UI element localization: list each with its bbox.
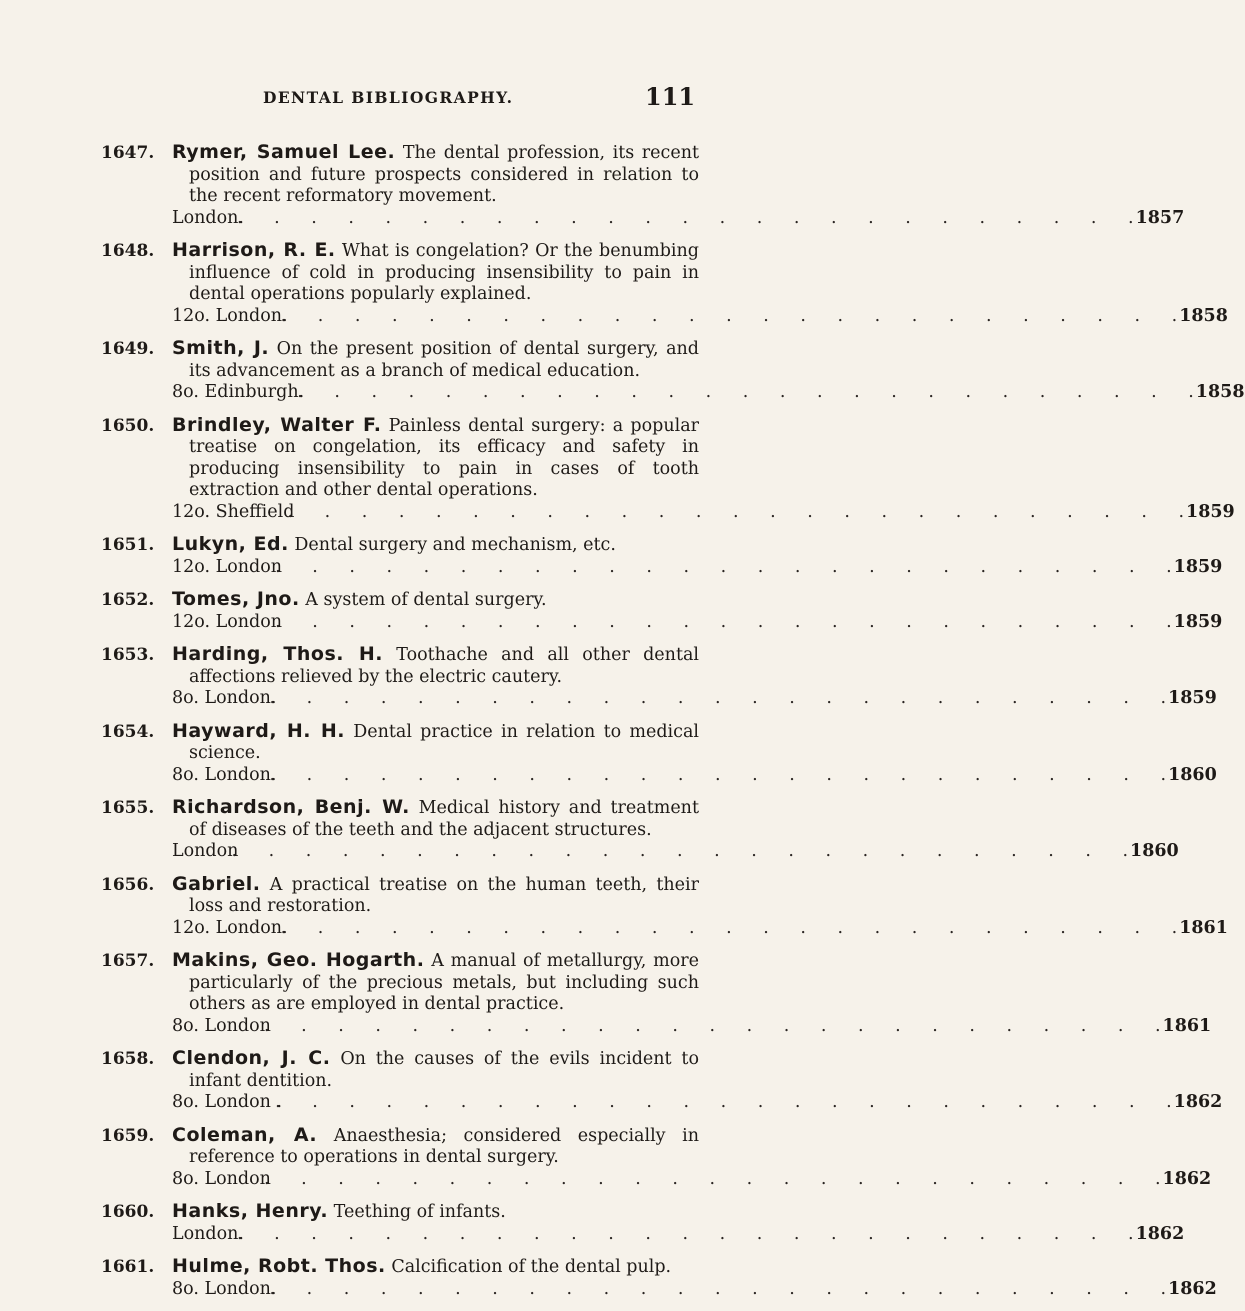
entry-author: Tomes, Jno. [172,588,300,610]
bibliography-entry [0,796,1179,863]
entry-imprint-line [172,1015,1212,1038]
entry-title: What is congelation? Or the benumbing influence of cold in producing insensibility to pain in dental operations popularly explained. [189,241,699,304]
dot-leader: . . . . . . . . . . . . . . . . . . . . . . . . . [231,841,1142,861]
entry-year: 1862 [1173,1092,1223,1112]
entry-imprint: 12o. London. [172,917,288,938]
entry-year: 1862 [1168,1278,1217,1299]
entry-text [172,949,1212,1037]
dot-leader: . . . . . . . . . . . . . . . . . . . . . . . . . [237,1223,1147,1244]
dot-leader: . . . . . . . . . . . . . . . . . . . . . . . . . [269,688,1180,708]
entry-author: Hayward, H. H. [172,719,345,742]
entry-number: 1652. [101,590,155,610]
entry-author: Richardson, Benj. W. [172,796,410,818]
entry-number: 1655. [101,798,155,818]
entry-imprint-line [172,382,1245,404]
entry-text [172,533,1223,578]
entry-text [172,1255,1217,1300]
entry-imprint: 8o. London. [172,1278,277,1299]
entry-title: Medical history and treatment of diseases of the teeth and the adjacent structures. [189,798,699,840]
dot-leader: . . . . . . . . . . . . . . . . . . . . . . . . . [287,501,1198,522]
entry-text [172,1200,1185,1245]
dot-leader: . . . . . . . . . . . . . . . . . . . . . . . . . [263,1015,1174,1036]
dot-leader: . . . . . . . . . . . . . . . . . . . . . . . . . [275,556,1185,577]
entry-title: The dental profession, its recent position and future prospects considered in relation to the recent reformatory movement. [189,143,699,206]
entry-title: On the causes of the evils incident to infant dentition. [189,1049,699,1091]
entry-imprint-line [172,611,1223,634]
entry-imprint: 8o. London. [172,764,277,785]
entry-number: 1651. [101,535,155,555]
entry-title: Toothache and all other dental affections relieved by the electric cautery. [189,645,700,687]
entry-title: Dental practice in relation to medical science. [189,721,699,763]
entry-number: 1661. [101,1257,155,1277]
entry-title: On the present position of dental surgery, and its advancement as a branch of medical education. [189,339,699,381]
entry-imprint: 12o. London [172,556,283,577]
entry-text [172,141,1185,229]
entry-title: A system of dental surgery. [305,590,547,610]
dot-leader: . . . . . . . . . . . . . . . . . . . . . . . . . [263,1168,1174,1189]
bibliography-entry [0,413,1235,524]
entry-number: 1647. [101,143,155,163]
entry-title: Painless dental surgery: a popular treatise on congelation, its efficacy and safety in producing insensibility to pain in cases of tooth extraction and other dental operations. [189,415,699,500]
entry-title: Anaesthesia; considered especially in reference to operations in dental surgery. [189,1125,699,1167]
entry-year: 1859 [1173,611,1223,632]
bibliography-entry [0,1200,1185,1245]
entry-author: Clendon, J. C. [172,1047,331,1069]
entry-year: 1858 [1195,382,1245,402]
entry-title: Teething of infants. [333,1202,506,1222]
entry-imprint-line [172,1092,1223,1114]
entry-imprint: London. [172,1223,244,1244]
entry-text [172,796,1179,863]
entry-imprint: 12o. Sheffield [172,501,295,522]
entry-text [172,719,1217,787]
dot-leader: . . . . . . . . . . . . . . . . . . . . . . . . . [297,382,1207,402]
entry-imprint-line [172,207,1185,230]
running-head: DENTAL BIBLIOGRAPHY. [263,88,514,107]
entry-number: 1657. [101,951,155,971]
entry-number: 1659. [101,1125,155,1146]
entry-number: 1654. [101,721,155,742]
entry-imprint: London [172,841,239,861]
bibliography-entry [0,643,1217,710]
dot-leader: . . . . . . . . . . . . . . . . . . . . . . . . . [237,207,1147,228]
entry-text [172,1123,1212,1191]
entry-imprint-line [172,556,1223,579]
bibliography-entry [0,533,1223,578]
entry-year: 1862 [1135,1223,1185,1244]
bibliography-entry [0,949,1212,1037]
entry-number: 1660. [101,1202,155,1222]
dot-leader: . . . . . . . . . . . . . . . . . . . . . . . . . [269,1278,1180,1299]
entry-author: Hanks, Henry. [172,1200,329,1222]
entry-text [172,413,1235,524]
entry-title: Dental surgery and mechanism, etc. [294,535,616,555]
entry-imprint-line [172,305,1228,328]
entry-imprint-line [172,688,1217,710]
entry-year: 1860 [1168,764,1217,785]
entry-imprint: 8o. Edinburgh. [172,382,305,402]
entry-text [172,1047,1223,1114]
bibliography-entry [0,872,1228,940]
bibliography-entry [0,588,1223,633]
dot-leader: . . . . . . . . . . . . . . . . . . . . . . . . . [275,611,1185,632]
entry-number: 1658. [101,1049,155,1069]
entry-text [172,588,1223,633]
entry-imprint: 8o. London [172,1015,271,1036]
entry-text [172,643,1217,710]
bibliography-entry [0,141,1185,229]
entry-title: A manual of metallurgy, more particularly of the precious metals, but including such others as are employed in dental practice. [189,951,699,1014]
entry-year: 1861 [1179,917,1228,938]
bibliography-entry [0,337,1245,404]
bibliography-entry [0,1123,1212,1191]
bibliography-entry [0,1255,1217,1300]
dot-leader: . . . . . . . . . . . . . . . . . . . . . . . . . [269,764,1180,785]
entry-year: 1859 [1168,688,1217,708]
entry-author: Gabriel. [172,872,261,895]
entry-year: 1857 [1135,207,1185,228]
entry-imprint-line [172,1168,1212,1191]
entry-imprint: 8o. London . [172,1092,283,1112]
entry-number: 1653. [101,645,155,665]
entry-imprint-line [172,841,1179,863]
entry-imprint: 12o. London. [172,305,288,326]
bibliography-entries [0,141,1245,1311]
entry-author: Makins, Geo. Hogarth. [172,949,425,971]
entry-author: Brindley, Walter F. [172,413,382,436]
entry-imprint-line [172,764,1217,787]
bibliography-entry [0,239,1228,327]
entry-title: A practical treatise on the human teeth, their loss and restoration. [189,874,699,916]
entry-imprint-line [172,1278,1217,1301]
entry-imprint-line [172,501,1235,524]
entry-author: Harrison, R. E. [172,239,336,261]
entry-text [172,337,1245,404]
entry-author: Rymer, Samuel Lee. [172,141,396,163]
entry-imprint: 12o. London [172,611,283,632]
dot-leader: . . . . . . . . . . . . . . . . . . . . . . . . . [275,1092,1185,1112]
entry-number: 1649. [101,339,155,359]
entry-author: Lukyn, Ed. [172,533,289,555]
entry-imprint: 8o. London. [172,688,277,708]
entry-number: 1656. [101,874,155,895]
entry-text [172,239,1228,327]
entry-year: 1859 [1173,556,1223,577]
entry-year: 1858 [1179,305,1228,326]
entry-year: 1860 [1130,841,1179,861]
bibliography-entry [0,719,1217,787]
entry-text [172,872,1228,940]
entry-year: 1862 [1162,1168,1212,1189]
entry-author: Coleman, A. [172,1123,318,1146]
entry-title: Calcification of the dental pulp. [391,1257,672,1277]
entry-year: 1859 [1186,501,1235,522]
bibliography-entry [0,1047,1223,1114]
entry-imprint: 8o. London [172,1168,271,1189]
entry-imprint: London. [172,207,244,228]
entry-author: Hulme, Robt. Thos. [172,1255,386,1277]
entry-author: Smith, J. [172,337,270,359]
entry-imprint-line [172,917,1228,940]
page-number: 111 [645,82,696,111]
entry-year: 1861 [1162,1015,1212,1036]
entry-number: 1650. [101,415,155,436]
dot-leader: . . . . . . . . . . . . . . . . . . . . . . . . . [280,305,1191,326]
entry-number: 1648. [101,241,155,261]
entry-author: Harding, Thos. H. [172,643,383,665]
entry-imprint-line [172,1223,1185,1246]
dot-leader: . . . . . . . . . . . . . . . . . . . . . . . . . [280,917,1191,938]
